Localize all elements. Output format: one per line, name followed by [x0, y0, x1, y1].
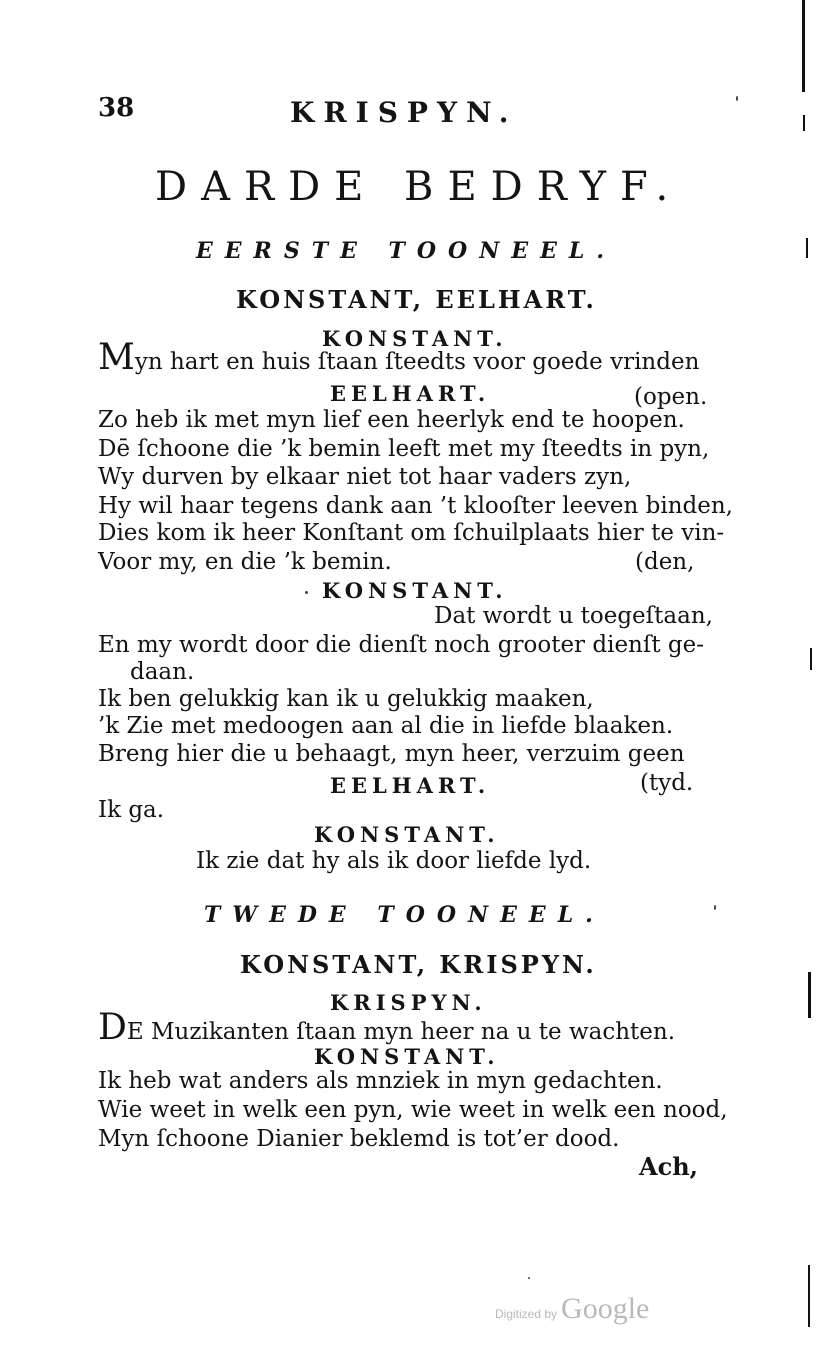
act-title: DARDE BEDRYF.	[155, 164, 683, 210]
google-watermark	[495, 1292, 649, 1326]
verse-aside: (open.	[634, 384, 708, 410]
verse-aside: (tyd.	[640, 770, 694, 796]
verse-line: Ik zie dat hy als ik door liefde lyd.	[196, 848, 592, 874]
speaker-name: KONSTANT.	[314, 1044, 500, 1069]
drop-capital: M	[98, 337, 135, 378]
verse-line: Dies kom ik heer Konſtant om ſchuilplaats hier te vin-	[98, 520, 725, 546]
speaker-name: KONSTANT.	[322, 578, 508, 603]
speck	[305, 591, 308, 594]
speaker-name: KONSTANT.	[322, 326, 508, 351]
speck	[714, 905, 716, 910]
scan-edge-mark	[806, 238, 808, 258]
verse-line: Zo heb ik met myn lief een heerlyk end te hoopen.	[98, 407, 685, 433]
running-head: KRISPYN.	[290, 96, 518, 129]
scene-cast: KONSTANT, KRISPYN.	[240, 950, 597, 979]
verse-line: Dē ſchoone die ’k bemin leeft met my ſteedts in pyn,	[98, 436, 710, 462]
verse-line: Ik heb wat anders als mnziek in myn gedachten.	[98, 1068, 663, 1094]
page-number: 38	[98, 93, 135, 123]
scan-edge-mark	[802, 0, 805, 92]
google-logo: Google	[561, 1292, 650, 1325]
verse-line: ’k Zie met medoogen aan al die in liefde blaaken.	[98, 713, 674, 739]
scan-edge-mark	[803, 115, 805, 131]
drop-capital: D	[98, 1007, 127, 1048]
speaker-name: KRISPYN.	[330, 990, 487, 1015]
verse-aside: (den,	[635, 549, 695, 575]
verse-line: daan.	[130, 659, 195, 685]
verse-line: Breng hier die u behaagt, myn heer, verzuim geen	[98, 741, 685, 767]
catchword: Ach,	[639, 1152, 699, 1181]
verse-line: Hy wil haar tegens dank aan ’t klooſter leeven binden,	[98, 493, 733, 519]
verse-line: Myn ſchoone Dianier beklemd is tot’er dood.	[98, 1126, 620, 1152]
verse-line: Wy durven by elkaar niet tot haar vaders zyn,	[98, 464, 632, 490]
scan-edge-mark	[808, 972, 811, 1018]
scene-title: EERSTE TOONEEL.	[196, 238, 616, 264]
verse-line: En my wordt door die dienſt noch grooter dienſt ge-	[98, 632, 705, 658]
verse-line: Wie weet in welk een pyn, wie weet in welk een nood,	[98, 1097, 728, 1123]
verse-line: Voor my, en die ’k bemin.	[98, 549, 392, 575]
speaker-name: EELHART.	[330, 773, 491, 798]
scene-title: TWEDE TOONEEL.	[204, 902, 605, 928]
verse-line	[98, 1007, 676, 1048]
verse-line: Ik ben gelukkig kan ik u gelukkig maaken,	[98, 686, 594, 712]
speaker-name: KONSTANT.	[314, 822, 500, 847]
verse-text: E Muzikanten ſtaan myn heer na u te wachten.	[126, 1019, 676, 1045]
verse-line: Ik ga.	[98, 797, 165, 823]
scan-edge-mark	[808, 1265, 810, 1327]
verse-line: Dat wordt u toegeſtaan,	[434, 603, 713, 629]
scan-edge-mark	[810, 648, 812, 670]
verse-text: yn hart en huis ſtaan ſteedts voor goede vrinden	[134, 349, 700, 375]
scene-cast: KONSTANT, EELHART.	[236, 285, 597, 314]
speck	[736, 96, 738, 101]
speaker-name: EELHART.	[330, 381, 491, 406]
watermark-prefix: Digitized by	[495, 1307, 558, 1321]
speck	[528, 1277, 530, 1279]
